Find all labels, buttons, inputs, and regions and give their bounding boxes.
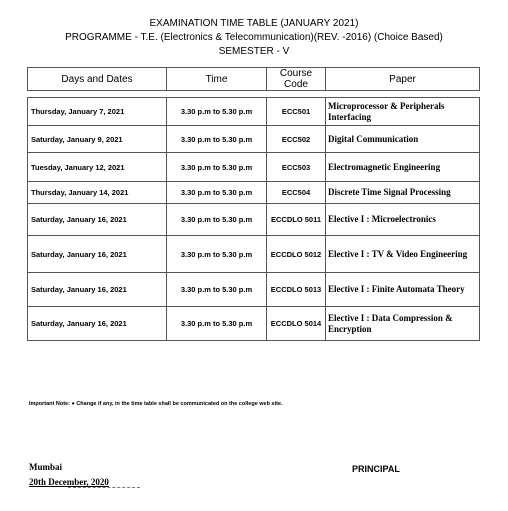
- principal-signatory: PRINCIPAL: [352, 464, 400, 474]
- page-title: EXAMINATION TIME TABLE (JANUARY 2021): [149, 18, 359, 29]
- course-code-cell: ECCDLO 5013: [267, 273, 326, 307]
- struck-text-artifact: [68, 487, 140, 492]
- paper-cell: Microprocessor & Peripherals Interfacing: [326, 98, 480, 126]
- paper-cell: Discrete Time Signal Processing: [326, 182, 480, 204]
- course-code-cell: ECC503: [267, 153, 326, 182]
- column-header-course-code: Course Code: [267, 68, 326, 91]
- time-cell: 3.30 p.m to 5.30 p.m: [167, 273, 267, 307]
- semester-title: SEMESTER - V: [218, 46, 290, 57]
- date-cell: Thursday, January 14, 2021: [28, 182, 167, 204]
- date-cell: Saturday, January 9, 2021: [28, 126, 167, 153]
- programme-title: PROGRAMME - T.E. (Electronics & Telecommunication)(REV. -2016) (Choice Based): [65, 32, 443, 43]
- date-cell: Saturday, January 16, 2021: [28, 273, 167, 307]
- date-cell: Saturday, January 16, 2021: [28, 236, 167, 273]
- column-header-paper: Paper: [326, 68, 480, 91]
- paper-cell: Elective I : Data Compression & Encryption: [326, 307, 480, 341]
- table-row: [28, 182, 480, 204]
- place-label: Mumbai: [29, 462, 63, 472]
- issue-date: 20th December, 2020: [29, 477, 109, 487]
- course-code-cell: ECC502: [267, 126, 326, 153]
- table-row: [28, 273, 480, 307]
- time-cell: 3.30 p.m to 5.30 p.m: [167, 307, 267, 341]
- date-cell: Thursday, January 7, 2021: [28, 98, 167, 126]
- date-cell: Tuesday, January 12, 2021: [28, 153, 167, 182]
- table-row: [28, 236, 480, 273]
- table-row: [28, 153, 480, 182]
- spacer-row: [28, 91, 480, 98]
- course-code-cell: ECCDLO 5011: [267, 204, 326, 236]
- course-code-cell: ECCDLO 5014: [267, 307, 326, 341]
- paper-cell: Elective I : Microelectronics: [326, 204, 480, 236]
- time-cell: 3.30 p.m to 5.30 p.m: [167, 204, 267, 236]
- column-header-time: Time: [167, 68, 267, 91]
- time-cell: 3.30 p.m to 5.30 p.m: [167, 98, 267, 126]
- time-cell: 3.30 p.m to 5.30 p.m: [167, 126, 267, 153]
- table-row: [28, 204, 480, 236]
- paper-cell: Digital Communication: [326, 126, 480, 153]
- time-cell: 3.30 p.m to 5.30 p.m: [167, 182, 267, 204]
- course-code-cell: ECC504: [267, 182, 326, 204]
- course-code-cell: ECC501: [267, 98, 326, 126]
- time-cell: 3.30 p.m to 5.30 p.m: [167, 153, 267, 182]
- table-row: [28, 98, 480, 126]
- timetable: [27, 67, 480, 341]
- important-note: Important Note: ● Change if any, in the time table shall be communicated on the college web site.: [29, 401, 283, 407]
- course-code-cell: ECCDLO 5012: [267, 236, 326, 273]
- table-row: [28, 307, 480, 341]
- table-header-row: [28, 68, 480, 91]
- date-cell: Saturday, January 16, 2021: [28, 204, 167, 236]
- table-row: [28, 126, 480, 153]
- date-cell: Saturday, January 16, 2021: [28, 307, 167, 341]
- paper-cell: Elective I : Finite Automata Theory: [326, 273, 480, 307]
- time-cell: 3.30 p.m to 5.30 p.m: [167, 236, 267, 273]
- paper-cell: Elective I : TV & Video Engineering: [326, 236, 480, 273]
- paper-cell: Electromagnetic Engineering: [326, 153, 480, 182]
- column-header-days-dates: Days and Dates: [28, 68, 167, 91]
